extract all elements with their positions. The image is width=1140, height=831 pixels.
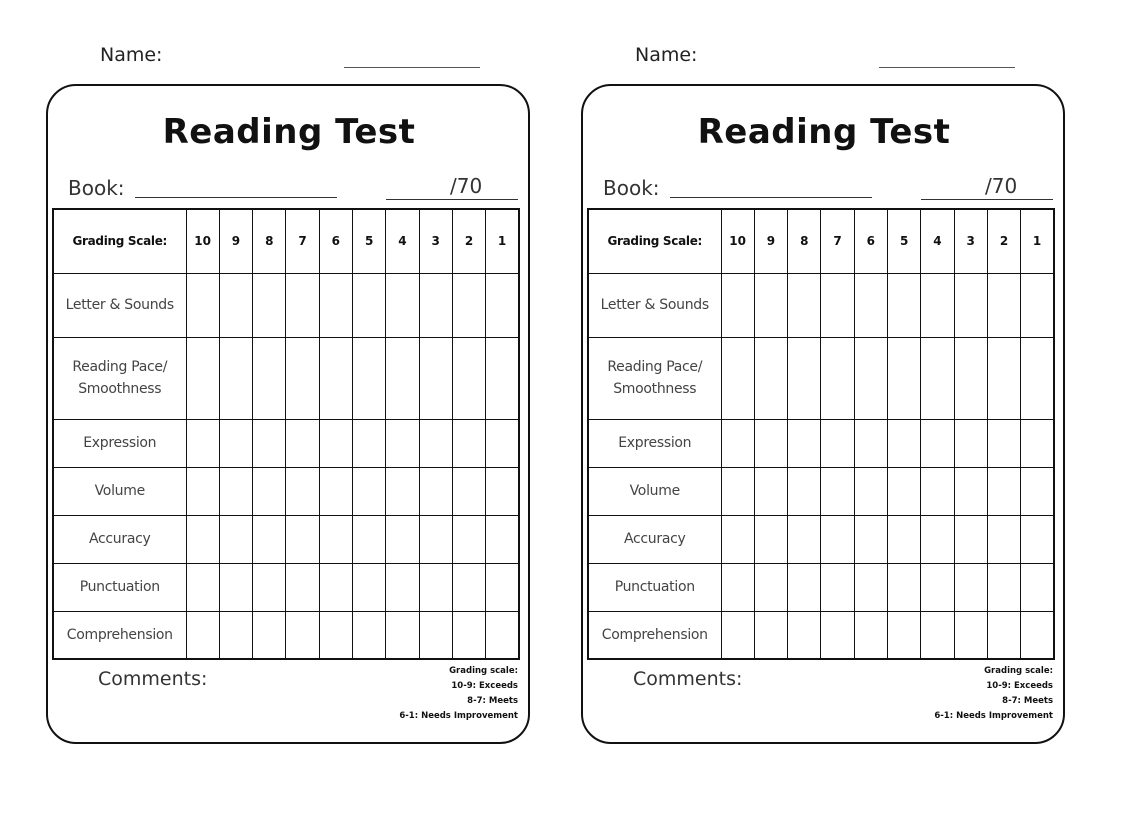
scale-value: 1 [486, 209, 519, 273]
score-cell[interactable] [954, 563, 987, 611]
score-cell[interactable] [754, 467, 787, 515]
table-row [588, 563, 1054, 611]
score-cell[interactable] [219, 611, 252, 659]
score-cell[interactable] [386, 419, 419, 467]
legend-line: 10-9: Exceeds [986, 681, 1053, 691]
criterion-label: Expression [53, 419, 186, 467]
score-cell[interactable] [1021, 515, 1054, 563]
score-cell[interactable] [987, 467, 1020, 515]
legend-line: Grading scale: [984, 666, 1053, 676]
table-row [588, 273, 1054, 337]
scale-value: 2 [452, 209, 485, 273]
score-cell[interactable] [887, 467, 920, 515]
score-cell[interactable] [419, 419, 452, 467]
score-cell[interactable] [352, 419, 385, 467]
score-cell[interactable] [419, 467, 452, 515]
score-cell[interactable] [754, 611, 787, 659]
table-header-row [588, 209, 1054, 273]
score-cell[interactable] [253, 563, 286, 611]
name-field[interactable] [344, 67, 480, 68]
scale-value: 7 [821, 209, 854, 273]
score-cell[interactable] [721, 273, 754, 337]
score-cell[interactable] [854, 273, 887, 337]
legend-line: 8-7: Meets [467, 696, 518, 706]
score-cell[interactable] [788, 515, 821, 563]
score-cell[interactable] [419, 273, 452, 337]
score-cell[interactable] [486, 337, 519, 419]
criterion-label: Accuracy [588, 515, 721, 563]
score-cell[interactable] [319, 273, 352, 337]
criterion-label: Comprehension [53, 611, 186, 659]
score-cell[interactable] [854, 515, 887, 563]
legend-line: 10-9: Exceeds [451, 681, 518, 691]
score-cell[interactable] [352, 563, 385, 611]
score-cell[interactable] [788, 563, 821, 611]
score-cell[interactable] [987, 563, 1020, 611]
score-cell[interactable] [486, 611, 519, 659]
score-cell[interactable] [887, 611, 920, 659]
book-label: Book: [68, 176, 125, 200]
score-cell[interactable] [887, 563, 920, 611]
score-cell[interactable] [286, 419, 319, 467]
score-cell[interactable] [754, 563, 787, 611]
scale-value: 8 [253, 209, 286, 273]
score-cell[interactable] [1021, 419, 1054, 467]
score-cell[interactable] [186, 337, 219, 419]
score-field[interactable] [386, 199, 518, 200]
score-cell[interactable] [386, 337, 419, 419]
score-cell[interactable] [754, 337, 787, 419]
scale-value: 3 [954, 209, 987, 273]
score-cell[interactable] [1021, 467, 1054, 515]
scale-value: 5 [352, 209, 385, 273]
reading-test-sheet [44, 0, 544, 760]
score-cell[interactable] [854, 467, 887, 515]
grading-scale-label: Grading Scale: [588, 209, 721, 273]
score-cell[interactable] [754, 273, 787, 337]
scale-value: 8 [788, 209, 821, 273]
score-cell[interactable] [452, 467, 485, 515]
scale-value: 7 [286, 209, 319, 273]
table-row [588, 337, 1054, 419]
criterion-label: Comprehension [588, 611, 721, 659]
score-cell[interactable] [319, 337, 352, 419]
scale-value: 6 [319, 209, 352, 273]
table-row [588, 467, 1054, 515]
score-cell[interactable] [721, 467, 754, 515]
score-cell[interactable] [921, 563, 954, 611]
name-label: Name: [635, 44, 698, 66]
score-cell[interactable] [721, 563, 754, 611]
score-cell[interactable] [419, 515, 452, 563]
score-cell[interactable] [186, 611, 219, 659]
score-cell[interactable] [286, 273, 319, 337]
grading-legend [889, 664, 1053, 724]
score-cell[interactable] [186, 273, 219, 337]
score-cell[interactable] [721, 337, 754, 419]
score-cell[interactable] [386, 515, 419, 563]
score-cell[interactable] [253, 273, 286, 337]
book-field[interactable] [670, 197, 872, 198]
score-cell[interactable] [486, 563, 519, 611]
score-cell[interactable] [887, 273, 920, 337]
score-cell[interactable] [253, 611, 286, 659]
score-cell[interactable] [253, 337, 286, 419]
table-row [588, 611, 1054, 659]
score-cell[interactable] [219, 515, 252, 563]
score-cell[interactable] [854, 611, 887, 659]
scale-value: 9 [754, 209, 787, 273]
score-cell[interactable] [754, 419, 787, 467]
criterion-label: Volume [53, 467, 186, 515]
score-cell[interactable] [821, 273, 854, 337]
scale-value: 6 [854, 209, 887, 273]
criterion-label: Letter & Sounds [53, 273, 186, 337]
score-cell[interactable] [352, 273, 385, 337]
table-row [53, 611, 519, 659]
score-cell[interactable] [987, 515, 1020, 563]
page-title: Reading Test [697, 112, 951, 152]
scale-value: 3 [419, 209, 452, 273]
score-cell[interactable] [854, 563, 887, 611]
score-cell[interactable] [386, 467, 419, 515]
score-cell[interactable] [319, 611, 352, 659]
score-cell[interactable] [788, 419, 821, 467]
score-cell[interactable] [954, 419, 987, 467]
score-cell[interactable] [987, 273, 1020, 337]
grading-legend [354, 664, 518, 724]
score-cell[interactable] [286, 467, 319, 515]
score-cell[interactable] [386, 563, 419, 611]
table-row [53, 515, 519, 563]
table-row [53, 337, 519, 419]
score-cell[interactable] [319, 419, 352, 467]
score-cell[interactable] [419, 337, 452, 419]
scale-value: 2 [987, 209, 1020, 273]
scale-value: 4 [921, 209, 954, 273]
score-cell[interactable] [253, 515, 286, 563]
score-cell[interactable] [219, 419, 252, 467]
score-cell[interactable] [954, 515, 987, 563]
score-cell[interactable] [486, 467, 519, 515]
scale-value: 5 [887, 209, 920, 273]
score-cell[interactable] [1021, 563, 1054, 611]
score-cell[interactable] [352, 611, 385, 659]
score-cell[interactable] [1021, 611, 1054, 659]
table-row [588, 419, 1054, 467]
score-cell[interactable] [452, 515, 485, 563]
grading-table [587, 208, 1055, 660]
score-cell[interactable] [219, 273, 252, 337]
score-cell[interactable] [419, 563, 452, 611]
score-cell[interactable] [386, 273, 419, 337]
score-cell[interactable] [821, 419, 854, 467]
score-cell[interactable] [821, 515, 854, 563]
score-cell[interactable] [319, 467, 352, 515]
page-title: Reading Test [162, 112, 416, 152]
score-cell[interactable] [788, 337, 821, 419]
score-cell[interactable] [921, 273, 954, 337]
legend-line: Grading scale: [449, 666, 518, 676]
criterion-label: Reading Pace/ Smoothness [53, 337, 186, 419]
table-row [53, 419, 519, 467]
scale-value: 10 [721, 209, 754, 273]
score-cell[interactable] [788, 467, 821, 515]
score-cell[interactable] [253, 419, 286, 467]
score-cell[interactable] [452, 563, 485, 611]
score-cell[interactable] [1021, 273, 1054, 337]
score-cell[interactable] [954, 467, 987, 515]
comments-label: Comments: [633, 668, 743, 690]
score-cell[interactable] [821, 611, 854, 659]
score-cell[interactable] [954, 611, 987, 659]
score-total-label: /70 [450, 174, 483, 198]
score-cell[interactable] [452, 419, 485, 467]
score-cell[interactable] [1021, 337, 1054, 419]
score-cell[interactable] [854, 419, 887, 467]
score-cell[interactable] [721, 611, 754, 659]
score-cell[interactable] [319, 515, 352, 563]
score-cell[interactable] [286, 611, 319, 659]
criterion-label: Reading Pace/ Smoothness [588, 337, 721, 419]
scale-value: 9 [219, 209, 252, 273]
score-cell[interactable] [186, 419, 219, 467]
score-cell[interactable] [921, 611, 954, 659]
grading-scale-label: Grading Scale: [53, 209, 186, 273]
score-cell[interactable] [854, 337, 887, 419]
score-cell[interactable] [186, 563, 219, 611]
score-cell[interactable] [219, 467, 252, 515]
reading-test-sheet [579, 0, 1079, 760]
score-cell[interactable] [721, 515, 754, 563]
score-cell[interactable] [186, 515, 219, 563]
score-cell[interactable] [887, 515, 920, 563]
grading-table [52, 208, 520, 660]
score-cell[interactable] [452, 337, 485, 419]
score-cell[interactable] [286, 337, 319, 419]
score-cell[interactable] [286, 563, 319, 611]
criterion-label: Punctuation [588, 563, 721, 611]
score-cell[interactable] [253, 467, 286, 515]
name-field[interactable] [879, 67, 1015, 68]
criterion-label: Punctuation [53, 563, 186, 611]
name-label: Name: [100, 44, 163, 66]
legend-line: 8-7: Meets [1002, 696, 1053, 706]
criterion-label: Letter & Sounds [588, 273, 721, 337]
score-cell[interactable] [219, 337, 252, 419]
score-cell[interactable] [887, 419, 920, 467]
table-row [53, 467, 519, 515]
table-row [53, 273, 519, 337]
score-total-label: /70 [985, 174, 1018, 198]
legend-line: 6-1: Needs Improvement [934, 711, 1053, 721]
criterion-label: Volume [588, 467, 721, 515]
table-header-row [53, 209, 519, 273]
score-cell[interactable] [987, 419, 1020, 467]
score-cell[interactable] [788, 611, 821, 659]
score-cell[interactable] [452, 611, 485, 659]
table-row [53, 563, 519, 611]
score-cell[interactable] [319, 563, 352, 611]
score-cell[interactable] [486, 273, 519, 337]
table-row [588, 515, 1054, 563]
score-cell[interactable] [921, 419, 954, 467]
score-cell[interactable] [954, 273, 987, 337]
score-cell[interactable] [721, 419, 754, 467]
score-field[interactable] [921, 199, 1053, 200]
score-cell[interactable] [754, 515, 787, 563]
score-cell[interactable] [352, 337, 385, 419]
score-cell[interactable] [452, 273, 485, 337]
scale-value: 4 [386, 209, 419, 273]
book-label: Book: [603, 176, 660, 200]
score-cell[interactable] [921, 337, 954, 419]
score-cell[interactable] [954, 337, 987, 419]
score-cell[interactable] [821, 563, 854, 611]
score-cell[interactable] [921, 467, 954, 515]
criterion-label: Expression [588, 419, 721, 467]
score-cell[interactable] [352, 515, 385, 563]
score-cell[interactable] [286, 515, 319, 563]
score-cell[interactable] [987, 611, 1020, 659]
comments-label: Comments: [98, 668, 208, 690]
score-cell[interactable] [788, 273, 821, 337]
score-cell[interactable] [352, 467, 385, 515]
criterion-label: Accuracy [53, 515, 186, 563]
score-cell[interactable] [486, 515, 519, 563]
score-cell[interactable] [419, 611, 452, 659]
score-cell[interactable] [821, 467, 854, 515]
legend-line: 6-1: Needs Improvement [399, 711, 518, 721]
score-cell[interactable] [186, 467, 219, 515]
score-cell[interactable] [887, 337, 920, 419]
score-cell[interactable] [987, 337, 1020, 419]
score-cell[interactable] [486, 419, 519, 467]
score-cell[interactable] [921, 515, 954, 563]
scale-value: 1 [1021, 209, 1054, 273]
scale-value: 10 [186, 209, 219, 273]
book-field[interactable] [135, 197, 337, 198]
score-cell[interactable] [219, 563, 252, 611]
score-cell[interactable] [821, 337, 854, 419]
score-cell[interactable] [386, 611, 419, 659]
